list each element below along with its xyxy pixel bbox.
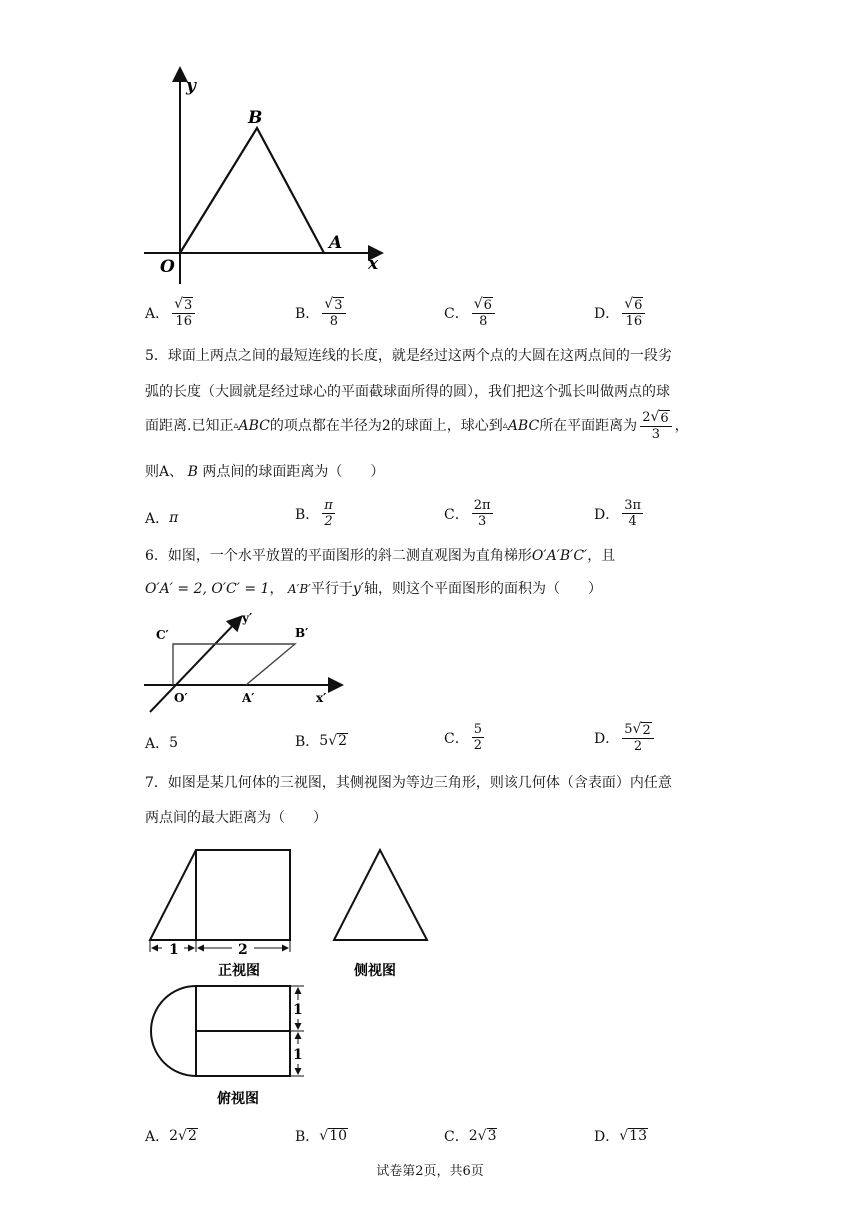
label-b: B: [248, 108, 263, 128]
label-a: A: [329, 233, 343, 253]
top-dim-1: 1: [293, 1002, 303, 1018]
q4-option-a[interactable]: A． √ 3 16: [145, 297, 198, 329]
q5-option-a[interactable]: A． π: [145, 510, 179, 527]
q5-option-c[interactable]: C． $\frac{2\pi}{3}$: [444, 498, 491, 529]
q6-option-b[interactable]: B． 5 √ 2: [295, 733, 348, 750]
label-b-prime: B′: [295, 626, 309, 640]
label-c-prime: C′: [156, 628, 169, 642]
q7-option-b[interactable]: B． √ 10: [295, 1128, 348, 1145]
front-view: [150, 850, 290, 979]
q5-line-3: 面距离.已知正 ▵ ABC 的项点都在半径为 2 的球面上，球心到 ▵ ABC 所在平面距离为 2 √ 6 3 ，: [145, 409, 689, 442]
q4-option-d[interactable]: D． √ 6 16: [594, 297, 648, 329]
side-view-label: 侧视图: [354, 963, 396, 979]
trapezoid-oabc: [173, 644, 295, 685]
q6-option-a[interactable]: A． 5: [145, 735, 179, 752]
label-y-prime: y′: [242, 611, 253, 625]
q7-line-1: 7．如图是某几何体的三视图，其侧视图为等边三角形，则该几何体（含表面）内任意: [145, 775, 672, 791]
q6-option-c[interactable]: C． $\frac{5}{2}$: [444, 722, 482, 753]
q5-line-4: 则A、 B 两点间的球面距离为（ ）: [145, 464, 385, 480]
q7-option-c[interactable]: C． 2 √ 3: [444, 1128, 497, 1145]
side-view: [334, 850, 427, 979]
top-view-label: 俯视图: [217, 1091, 259, 1107]
top-dim-2: 1: [293, 1047, 303, 1063]
page-footer: 试卷第2页，共6页: [376, 1164, 484, 1179]
label-a-prime: A′: [242, 691, 255, 705]
q4-option-b[interactable]: B． √ 3 8: [295, 297, 349, 329]
q7-option-a[interactable]: A． 2 √ 2: [145, 1128, 197, 1145]
label-o: O: [160, 257, 175, 277]
label-o-prime: O′: [174, 691, 188, 705]
front-dim-2: 2: [238, 942, 248, 958]
q5-line-2: 弧的长度（大圆就是经过球心的平面截球面所得的圆），我们把这个弧长叫做两点的球: [145, 384, 670, 400]
q6-line-1: 6．如图，一个水平放置的平面图形的斜二测直观图为直角梯形O′A′B′C′，且: [145, 548, 616, 564]
triangle-oab: [180, 128, 324, 253]
front-dim-1: 1: [169, 942, 179, 958]
q7-option-d[interactable]: D． √ 13: [594, 1128, 647, 1145]
q7-line-2: 两点间的最大距离为（ ）: [145, 810, 327, 826]
q6-option-d[interactable]: D． 5 √ 2 2: [594, 722, 657, 754]
figure-trapezoid: [140, 606, 370, 716]
label-x: x: [368, 254, 379, 274]
figure-triangle-oab: [140, 66, 390, 286]
label-y: y: [186, 76, 196, 96]
q5-option-b[interactable]: B． $\frac{\pi}{2}$: [295, 498, 333, 529]
figure-three-views: [140, 842, 440, 1112]
front-view-label: 正视图: [218, 963, 260, 979]
q5-option-d[interactable]: D． $\frac{3\pi}{4}$: [594, 498, 642, 529]
q4-option-c[interactable]: C． √ 6 8: [444, 297, 498, 329]
q6-line-2: O′A′ = 2, O′C′ = 1， A′B′平行于y′轴，则这个平面图形的面积为（ ）: [145, 581, 602, 597]
top-view: [151, 986, 304, 1107]
q5-line-1: 5．球面上两点之间的最短连线的长度，就是经过这两个点的大圆在这两点间的一段劣: [145, 348, 672, 364]
label-x-prime: x′: [316, 691, 327, 705]
